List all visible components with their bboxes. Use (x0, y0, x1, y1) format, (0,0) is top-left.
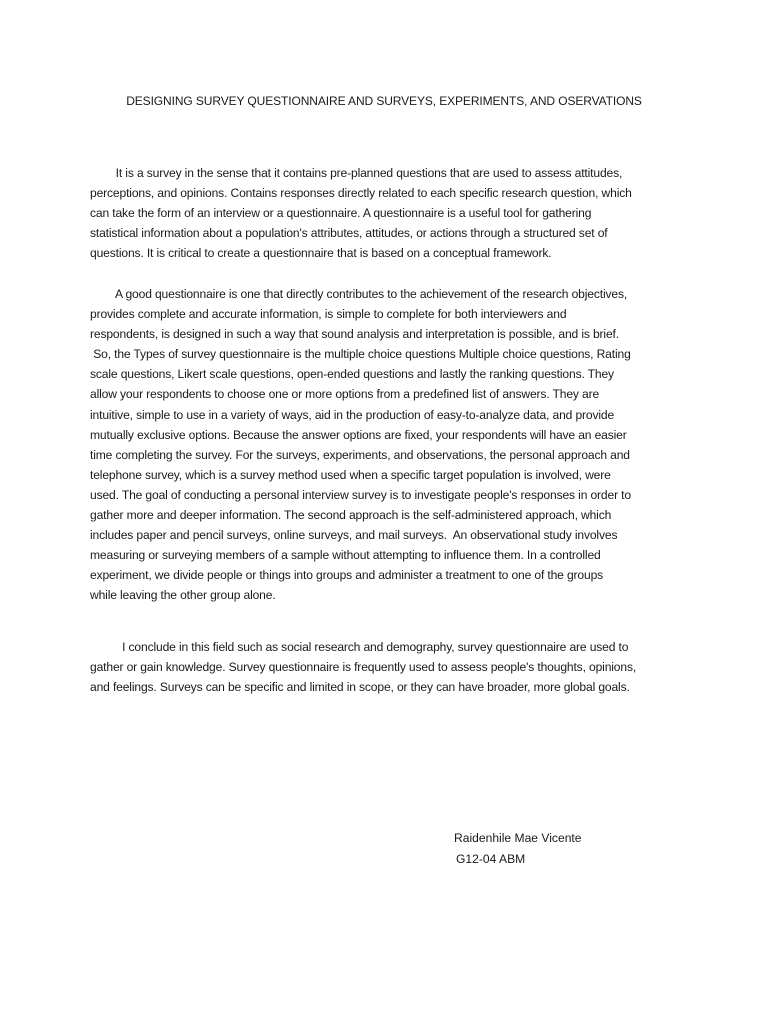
signature-block (454, 828, 582, 869)
paragraph-line: mutually exclusive options. Because the answer options are fixed, your respondents will have an easier (90, 427, 627, 442)
paragraph-line: while leaving the other group alone. (90, 588, 276, 603)
paragraph-body (90, 284, 676, 606)
paragraph-line: I conclude in this field such as social research and demography, survey questionnaire are used to (90, 640, 629, 654)
paragraph-line: respondents, is designed in such a way that sound analysis and interpretation is possible, and is brief. (90, 327, 619, 342)
paragraph-line: can take the form of an interview or a questionnaire. A questionnaire is a useful tool for gathering (90, 206, 592, 221)
paragraph-line: allow your respondents to choose one or more options from a predefined list of answers. They are (90, 387, 600, 402)
paragraph-line: It is a survey in the sense that it contains pre-planned questions that are used to assess attitudes, (90, 166, 623, 180)
paragraph-line: scale questions, Likert scale questions, open-ended questions and lastly the ranking questions. They (90, 367, 614, 382)
paragraph-line: provides complete and accurate information, is simple to complete for both interviewers and (90, 307, 567, 322)
paragraph-line: measuring or surveying members of a sample without attempting to influence them. In a controlled (90, 548, 601, 563)
paragraph-line: time completing the survey. For the surveys, experiments, and observations, the personal approach and (90, 447, 630, 462)
paragraph-line: intuitive, simple to use in a variety of ways, aid in the production of easy-to-analyze data, and provide (90, 407, 615, 422)
paragraph-introduction (90, 163, 676, 263)
paragraph-line: telephone survey, which is a survey method used when a specific target population is involved, were (90, 467, 611, 482)
paragraph-line: experiment, we divide people or things into groups and administer a treatment to one of the groups (90, 568, 604, 583)
paragraph-line: used. The goal of conducting a personal interview survey is to investigate people's responses in order to (90, 487, 631, 502)
paragraph-line: statistical information about a population's attributes, attitudes, or actions through a structured set of (90, 226, 608, 241)
paragraph-line: perceptions, and opinions. Contains responses directly related to each specific research question, which (90, 186, 632, 201)
paragraph-line: A good questionnaire is one that directly contributes to the achievement of the research objectives, (90, 287, 628, 301)
paragraph-conclusion (90, 637, 676, 697)
paragraph-line: So, the Types of survey questionnaire is the multiple choice questions Multiple choice questions, Rating (90, 347, 631, 362)
paragraph-line: questions. It is critical to create a questionnaire that is based on a conceptual framework. (90, 246, 552, 261)
document-title: DESIGNING SURVEY QUESTIONNAIRE AND SURVEYS, EXPERIMENTS, AND OSERVATIONS (126, 94, 642, 108)
author-name: Raidenhile Mae Vicente (454, 831, 582, 845)
paragraph-line: gather more and deeper information. The second approach is the self-administered approach, which (90, 508, 612, 523)
paragraph-line: gather or gain knowledge. Survey questionnaire is frequently used to assess people's thoughts, opinions, (90, 660, 637, 675)
author-section: G12-04 ABM (456, 851, 526, 866)
paragraph-line: and feelings. Surveys can be specific and limited in scope, or they can have broader, more global goals. (90, 680, 630, 695)
paragraph-line: includes paper and pencil surveys, online surveys, and mail surveys. An observational study involves (90, 528, 618, 543)
